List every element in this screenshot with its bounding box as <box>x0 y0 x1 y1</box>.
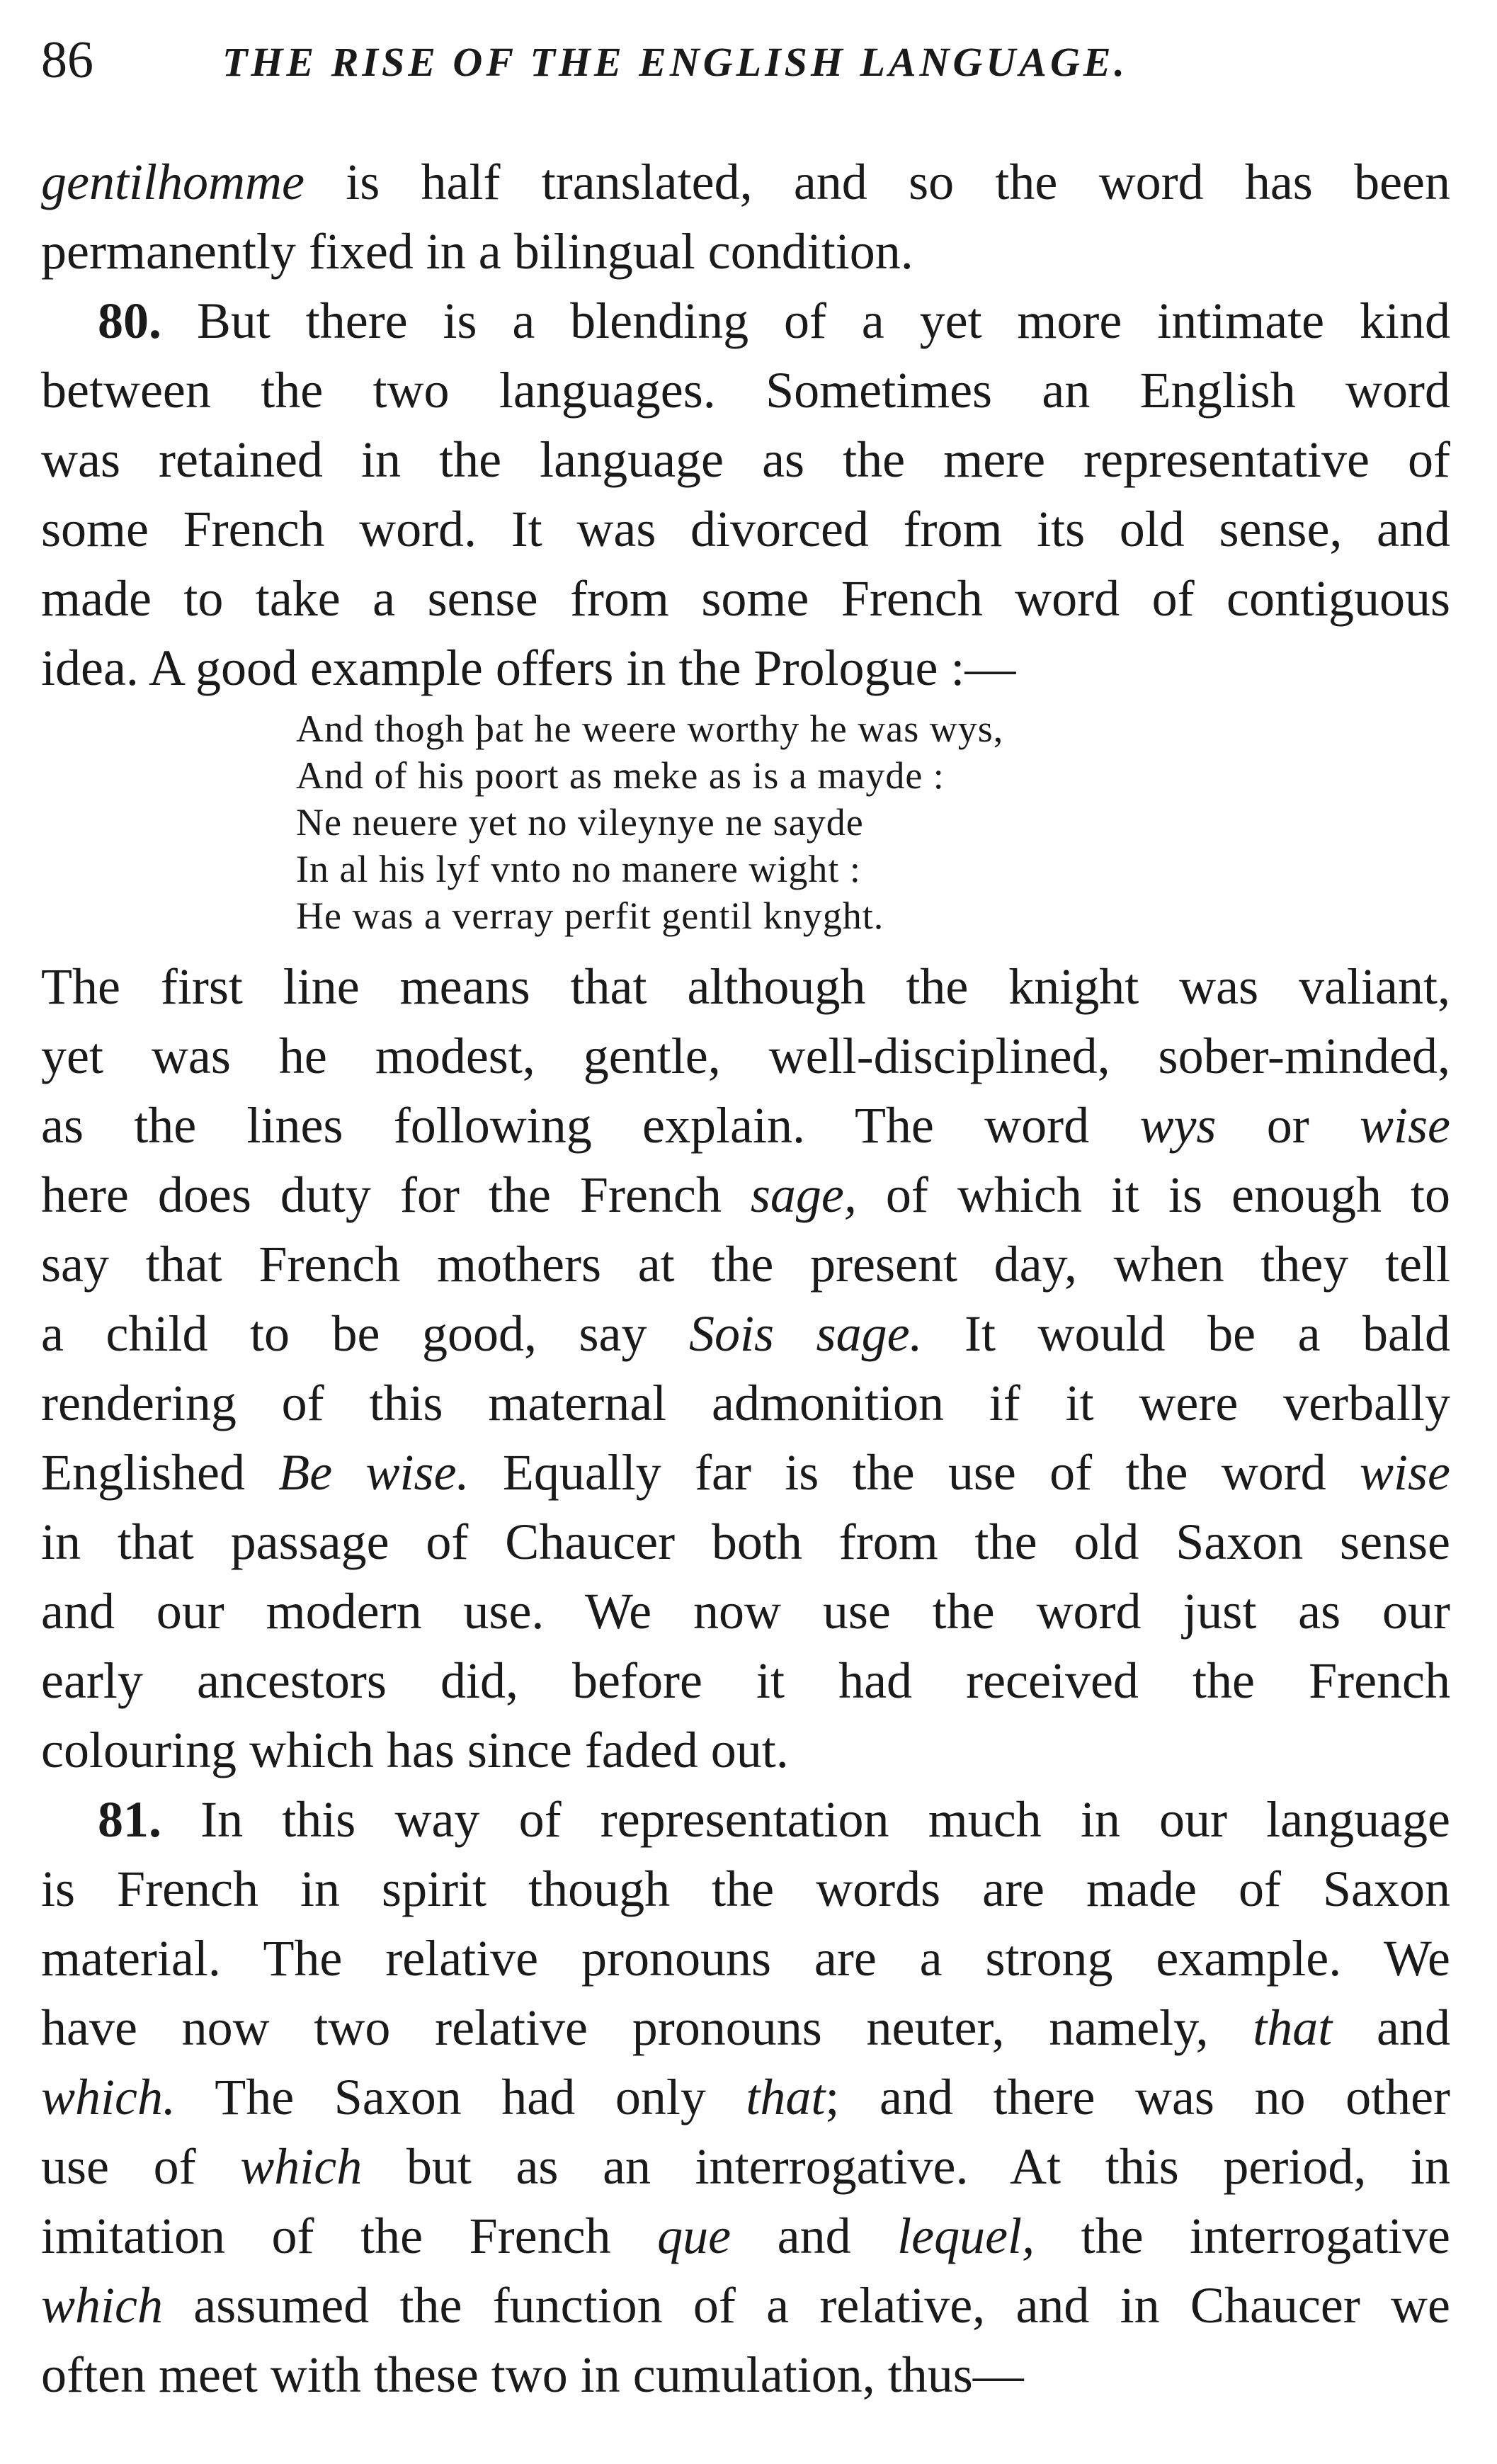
text-line: made to take a sense from some French word of contiguous <box>41 570 1450 627</box>
verse-line: And of his poort as meke as is a mayde : <box>296 754 945 797</box>
text-line: here does duty for the French sage, of which it is enough to <box>41 1166 1450 1223</box>
italic-word: wise <box>1359 1444 1450 1501</box>
verse-line: Ne neuere yet no vileynye ne sayde <box>296 801 864 844</box>
text-line: was retained in the language as the mere representative of <box>41 431 1450 488</box>
italic-word: that <box>1253 1999 1333 2056</box>
body-text <box>41 147 1450 2409</box>
text-line: which. The Saxon had only that; and there was no other <box>41 2069 1450 2125</box>
italic-word: Sois sage. <box>689 1305 923 1362</box>
paragraph-number: 80. <box>98 293 161 349</box>
text-line: gentilhomme is half translated, and so the word has been <box>41 154 1450 210</box>
paragraph-number: 81. <box>98 1791 161 1848</box>
italic-word: sage, <box>750 1166 857 1223</box>
text-line: use of which but as an interrogative. At this period, in <box>41 2138 1450 2195</box>
text-line: idea. A good example offers in the Prologue :— <box>41 640 1016 696</box>
text-line: have now two relative pronouns neuter, namely, that and <box>41 1999 1450 2056</box>
text-line: early ancestors did, before it had received the French <box>41 1652 1450 1709</box>
verse-quotation <box>41 705 1450 939</box>
italic-word: lequel, <box>897 2208 1035 2264</box>
italic-word: wise <box>1359 1097 1450 1154</box>
page-number: 86 <box>41 31 93 89</box>
paragraph-80-start: 80. But there is a blending of a yet more intimate kind <box>98 293 1450 349</box>
text-line: rendering of this maternal admonition if it were verbally <box>41 1375 1450 1431</box>
paragraph-81-start: 81. In this way of representation much in our language <box>98 1791 1450 1848</box>
text-line: between the two languages. Sometimes an English word <box>41 362 1450 419</box>
text-line: say that French mothers at the present day, when they tell <box>41 1236 1450 1293</box>
verse-line: And thogh þat he weere worthy he was wys, <box>296 708 1004 750</box>
page-header <box>41 28 1457 92</box>
running-title: THE RISE OF THE ENGLISH LANGUAGE. <box>222 39 1129 85</box>
verse-line: In al his lyf vnto no manere wight : <box>296 848 861 890</box>
text-line: and our modern use. We now use the word just as our <box>41 1583 1450 1640</box>
text-line: yet was he modest, gentle, well-disciplined, sober-minded, <box>41 1028 1450 1084</box>
italic-word: gentilhomme <box>41 154 304 210</box>
text-line: often meet with these two in cumulation, thus— <box>41 2346 1024 2403</box>
text-line: is French in spirit though the words are made of Saxon <box>41 1861 1450 1917</box>
verse-line: He was a verray perfit gentil knyght. <box>296 895 884 937</box>
italic-word: wys <box>1139 1097 1217 1154</box>
text-line: Englished Be wise. Equally far is the use of the word wise <box>41 1444 1450 1501</box>
text-line: as the lines following explain. The word wys or wise <box>41 1097 1450 1154</box>
italic-word: que <box>657 2208 732 2264</box>
text-line: The first line means that although the knight was valiant, <box>41 958 1450 1015</box>
italic-word: which <box>240 2138 363 2195</box>
text-line: colouring which has since faded out. <box>41 1722 789 1778</box>
text-line: permanently fixed in a bilingual condition. <box>41 223 913 280</box>
italic-word: which. <box>41 2069 176 2125</box>
text-line: imitation of the French que and lequel, the interrogative <box>41 2208 1450 2264</box>
text-line: some French word. It was divorced from its old sense, and <box>41 501 1450 557</box>
italic-word: Be wise. <box>278 1444 469 1501</box>
text-line: in that passage of Chaucer both from the old Saxon sense <box>41 1514 1450 1570</box>
italic-word: which <box>41 2277 163 2334</box>
text-line: which assumed the function of a relative, and in Chaucer we <box>41 2277 1450 2334</box>
text-line: a child to be good, say Sois sage. It would be a bald <box>41 1305 1450 1362</box>
text-line: material. The relative pronouns are a strong example. We <box>41 1930 1450 1987</box>
italic-word: that <box>746 2069 826 2125</box>
